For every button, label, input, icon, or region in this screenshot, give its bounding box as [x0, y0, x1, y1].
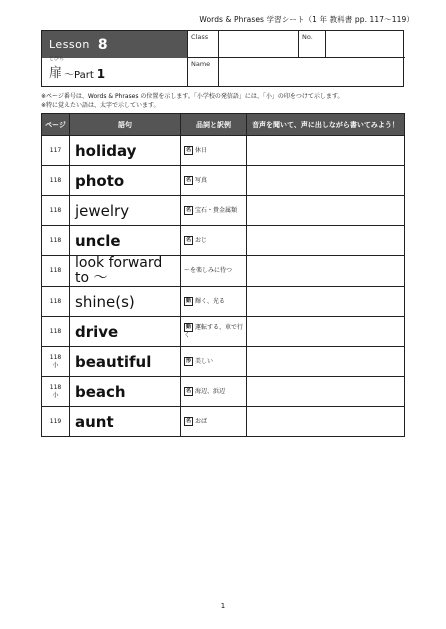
part-text: 〜Part	[64, 70, 94, 81]
practice-writing-cell[interactable]	[247, 347, 405, 377]
meaning-text: 海辺、浜辺	[195, 388, 226, 395]
meaning-text: 運転する、車で行く	[184, 324, 244, 339]
table-row	[42, 226, 405, 256]
practice-writing-cell[interactable]	[247, 377, 405, 407]
page-cell	[42, 136, 70, 166]
page-cell	[42, 287, 70, 317]
page-header-title: Words & Phrases 学習シート（1 年 教科書 pp. 117〜119）	[199, 15, 414, 24]
part-of-speech-mark: 名	[185, 418, 191, 424]
practice-writing-cell[interactable]	[247, 287, 405, 317]
practice-writing-cell[interactable]	[247, 226, 405, 256]
part-of-speech-mark: 名	[185, 147, 191, 153]
pos-meaning-cell	[181, 377, 247, 407]
page-number-text: 118	[49, 267, 62, 274]
pos-meaning-cell	[181, 347, 247, 377]
page-number-text: 118	[49, 383, 62, 391]
practice-writing-cell[interactable]	[247, 407, 405, 437]
lesson-info-box	[41, 30, 404, 87]
meaning-text: 休日	[195, 147, 208, 154]
part-ruby: とびら	[49, 56, 65, 62]
pos-meaning-cell	[181, 287, 247, 317]
elementary-mark: 小	[52, 361, 59, 369]
pos-meaning-cell	[181, 226, 247, 256]
word-cell: shine(s)	[70, 287, 181, 317]
meaning-text: 〜を楽しみに待つ	[184, 267, 233, 274]
page-number-text: 118	[49, 327, 62, 335]
name-input-cell[interactable]	[218, 58, 405, 86]
meaning-text: 宝石・貴金属類	[195, 207, 238, 214]
name-label: Name	[191, 60, 211, 68]
table-row	[42, 317, 405, 347]
header-practice: 音声を聞いて、声に出しながら書いてみよう！	[247, 114, 405, 136]
page-number-text: 118	[49, 176, 62, 184]
meaning-text: おば	[195, 418, 208, 425]
meaning-text: 輝く、光る	[195, 298, 225, 305]
practice-writing-cell[interactable]	[247, 136, 405, 166]
part-title	[42, 58, 187, 86]
page-number-text: 118	[49, 297, 62, 305]
page-cell	[42, 347, 70, 377]
lesson-number: 8	[97, 36, 108, 53]
part-of-speech-mark: 形	[185, 358, 191, 364]
header-pos: 品詞と訳例	[181, 114, 247, 136]
practice-writing-cell[interactable]	[247, 166, 405, 196]
pos-meaning-cell	[181, 196, 247, 226]
class-label: Class	[191, 33, 209, 41]
word-cell: drive	[70, 317, 181, 347]
part-of-speech-mark: 動	[185, 324, 191, 330]
table-row	[42, 407, 405, 437]
part-kanji-wrap	[49, 56, 65, 81]
part-of-speech-mark: 名	[185, 177, 191, 183]
meaning-text: おじ	[195, 237, 208, 244]
elementary-mark: 小	[52, 391, 59, 399]
meaning-text: 美しい	[195, 358, 214, 365]
pos-meaning-cell	[181, 166, 247, 196]
lesson-label: Lesson	[49, 38, 90, 51]
page-number: 1	[220, 602, 226, 610]
page-cell	[42, 166, 70, 196]
header-page: ページ	[42, 114, 70, 136]
page-number-text: 118	[49, 353, 62, 361]
notes	[41, 92, 343, 110]
page-cell	[42, 407, 70, 437]
table-row	[42, 287, 405, 317]
practice-writing-cell[interactable]	[247, 196, 405, 226]
practice-writing-cell[interactable]	[247, 256, 405, 287]
pos-meaning-cell	[181, 317, 247, 347]
page-number-text: 118	[49, 206, 62, 214]
word-cell: photo	[70, 166, 181, 196]
page-cell	[42, 256, 70, 287]
word-cell: uncle	[70, 226, 181, 256]
word-cell: aunt	[70, 407, 181, 437]
word-cell: jewelry	[70, 196, 181, 226]
table-row	[42, 377, 405, 407]
header-word: 語句	[70, 114, 181, 136]
word-cell: beach	[70, 377, 181, 407]
page-number-text: 118	[49, 236, 62, 244]
vocabulary-table	[41, 113, 405, 437]
number-label: No.	[302, 33, 313, 41]
table-row	[42, 256, 405, 287]
table-body	[42, 136, 405, 437]
table-header-row	[42, 114, 405, 136]
part-number: 1	[96, 67, 106, 81]
number-input-cell[interactable]	[325, 31, 405, 58]
pos-meaning-cell	[181, 136, 247, 166]
meaning-text: 写真	[195, 177, 208, 184]
page-number-text: 119	[49, 417, 62, 425]
word-cell: holiday	[70, 136, 181, 166]
lesson-banner	[42, 31, 187, 58]
pos-meaning-cell	[181, 256, 247, 287]
note-line: ※ページ番号は、Words & Phrases の位置を示します。「小学校の発信語」には、「小」の印をつけて示します。	[41, 93, 344, 100]
page-cell	[42, 317, 70, 347]
part-kanji: 扉	[49, 66, 63, 81]
pos-meaning-cell	[181, 407, 247, 437]
part-of-speech-mark: 名	[185, 237, 191, 243]
note-line: ※特に覚えたい語は、太字で示しています。	[41, 102, 160, 109]
part-of-speech-mark: 名	[185, 388, 191, 394]
table-row	[42, 136, 405, 166]
table-row	[42, 196, 405, 226]
word-cell: look forward to 〜	[70, 256, 181, 287]
table-row	[42, 347, 405, 377]
table-row	[42, 166, 405, 196]
part-of-speech-mark: 名	[185, 207, 191, 213]
practice-writing-cell[interactable]	[247, 317, 405, 347]
page-cell	[42, 226, 70, 256]
word-cell: beautiful	[70, 347, 181, 377]
class-input-cell[interactable]	[218, 31, 298, 58]
page-cell	[42, 377, 70, 407]
page-cell	[42, 196, 70, 226]
part-of-speech-mark: 動	[185, 298, 191, 304]
page-number-text: 117	[49, 146, 62, 154]
